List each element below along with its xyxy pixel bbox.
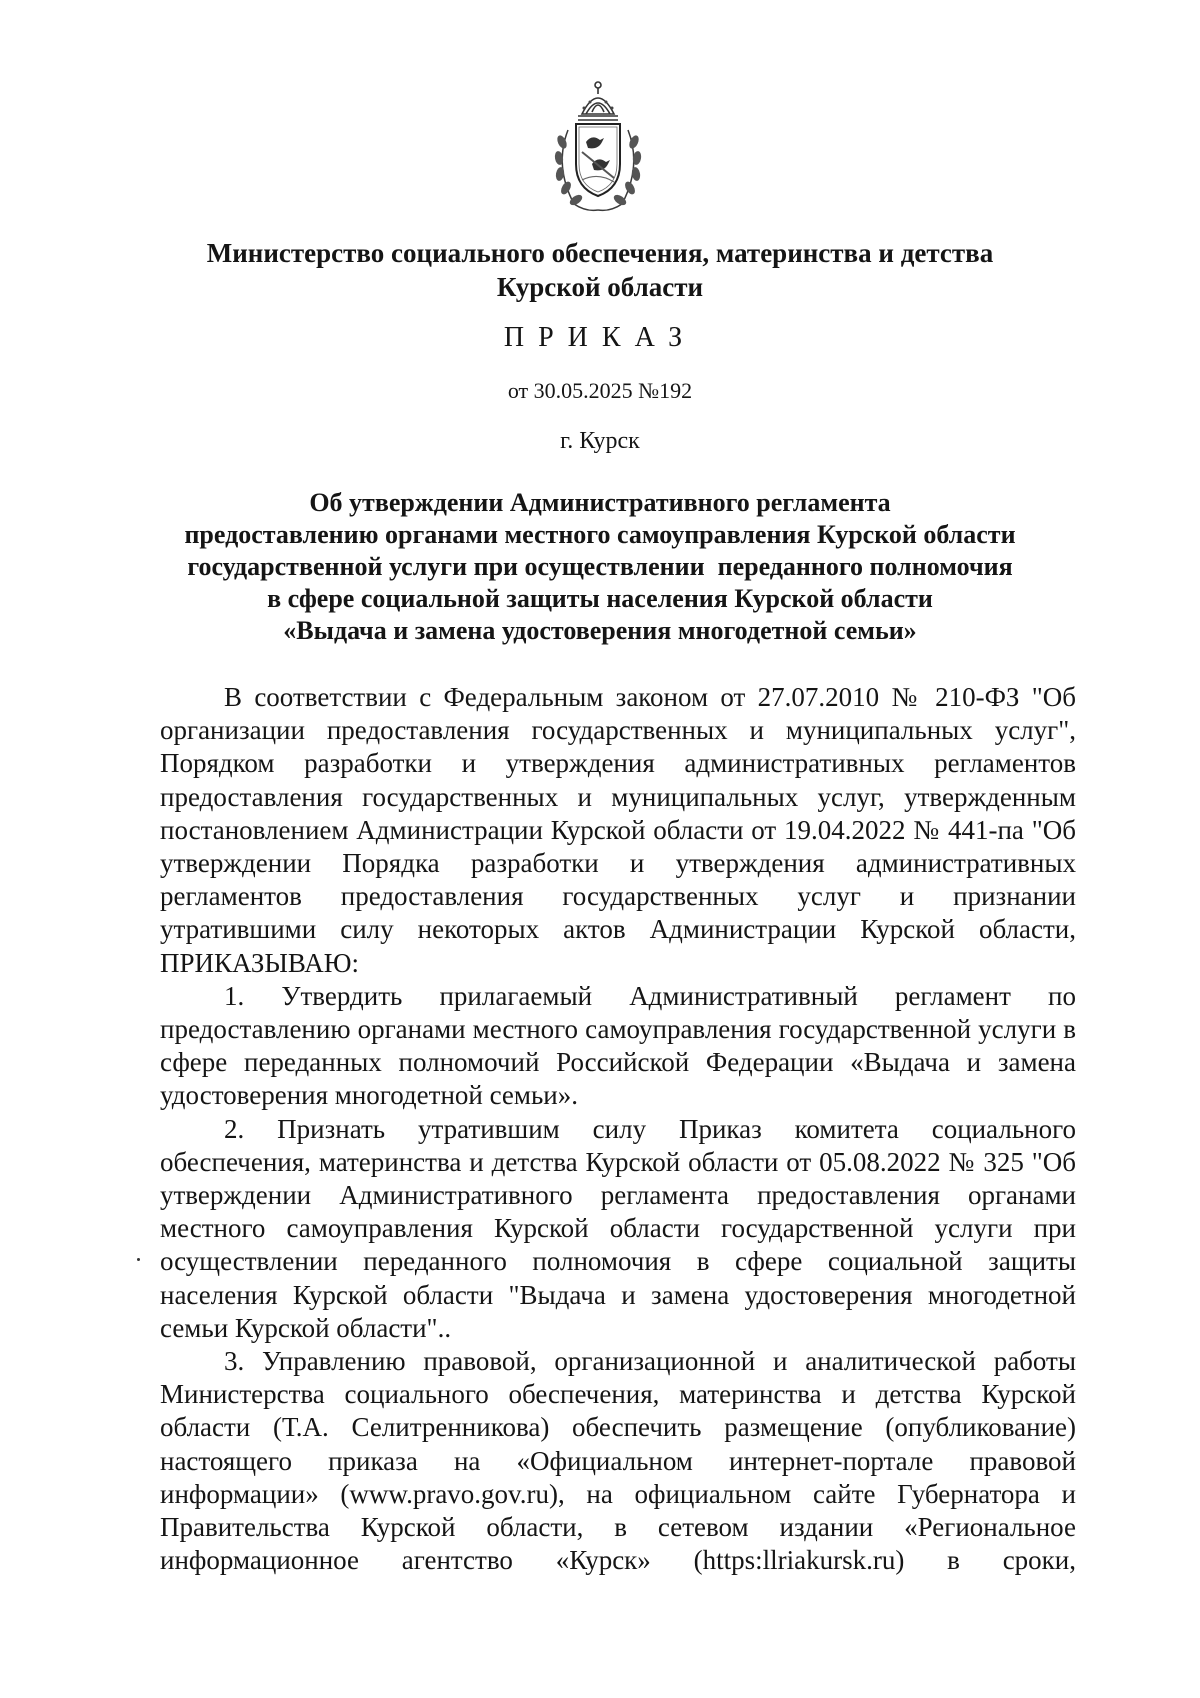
order-subject xyxy=(120,487,1080,647)
kursk-coat-of-arms-icon xyxy=(548,78,648,216)
order-city: г. Курск xyxy=(560,428,640,454)
subject-line5: «Выдача и замена удостоверения многодетной семьи» xyxy=(283,616,917,645)
scan-speck xyxy=(137,1258,140,1261)
preamble-paragraph: В соответствии с Федеральным законом от 27.07.2010 № 210-ФЗ "Об организации предоставления государственных и муниципальных услуг", Порядком разработки и утверждения административных регламентов предоставления государственных и муниципальных услуг, утвержденным постановлением Администрации Курской области от 19.04.2022 № 441-па "Об утверждении Порядка разработки и утверждения административных регламентов предоставления государственных услуг и признании утратившими силу некоторых актов Администрации Курской области, ПРИКАЗЫВАЮ: xyxy=(160,682,1076,978)
ministry-name-line1: Министерство социального обеспечения, материнства и детства xyxy=(206,238,994,268)
order-item-3: 3. Управлению правовой, организационной и аналитической работы Министерства социального обеспечения, материнства и детства Курской области (Т.А. Селитренникова) обеспечить размещение (опубликование) настоящего приказа на «Официальном интернет-портале правовой информации» (www.pravo.gov.ru), на официальном сайте Губернатора и Правительства Курской области, в сетевом издании «Региональное информационное агентство «Курск» (https:llriakursk.ru) в сроки, xyxy=(160,1346,1076,1576)
order-item-1: 1. Утвердить прилагаемый Административный регламент по предоставлению органами местного самоуправления государственной услуги в сфере переданных полномочий Российской Федерации «Выдача и замена удостоверения многодетной семьи». xyxy=(160,980,1076,1111)
subject-line1: Об утверждении Административного регламента xyxy=(309,488,891,517)
subject-line3: государственной услуги при осуществлении переданного полномочия xyxy=(187,552,1013,581)
order-item-2: 2. Признать утратившим силу Приказ комитета социального обеспечения, материнства и детства Курской области от 05.08.2022 № 325 "Об утверждении Административного регламента предоставления органами местного самоуправления Курской области государственной услуги при осуществлении переданного полномочия в сфере социальной защиты населения Курской области "Выдача и замена удостоверения многодетной семьи Курской области".. xyxy=(160,1113,1076,1343)
order-title: ПРИКАЗ xyxy=(503,322,697,353)
ministry-name xyxy=(120,236,1080,304)
ministry-name-line2: Курской области xyxy=(496,272,704,302)
order-date: от 30.05.2025 №192 xyxy=(507,378,693,403)
order-body xyxy=(160,681,1076,1577)
subject-line4: в сфере социальной защиты населения Курской области xyxy=(267,584,933,613)
subject-line2: предоставлению органами местного самоуправления Курской области xyxy=(184,520,1016,549)
